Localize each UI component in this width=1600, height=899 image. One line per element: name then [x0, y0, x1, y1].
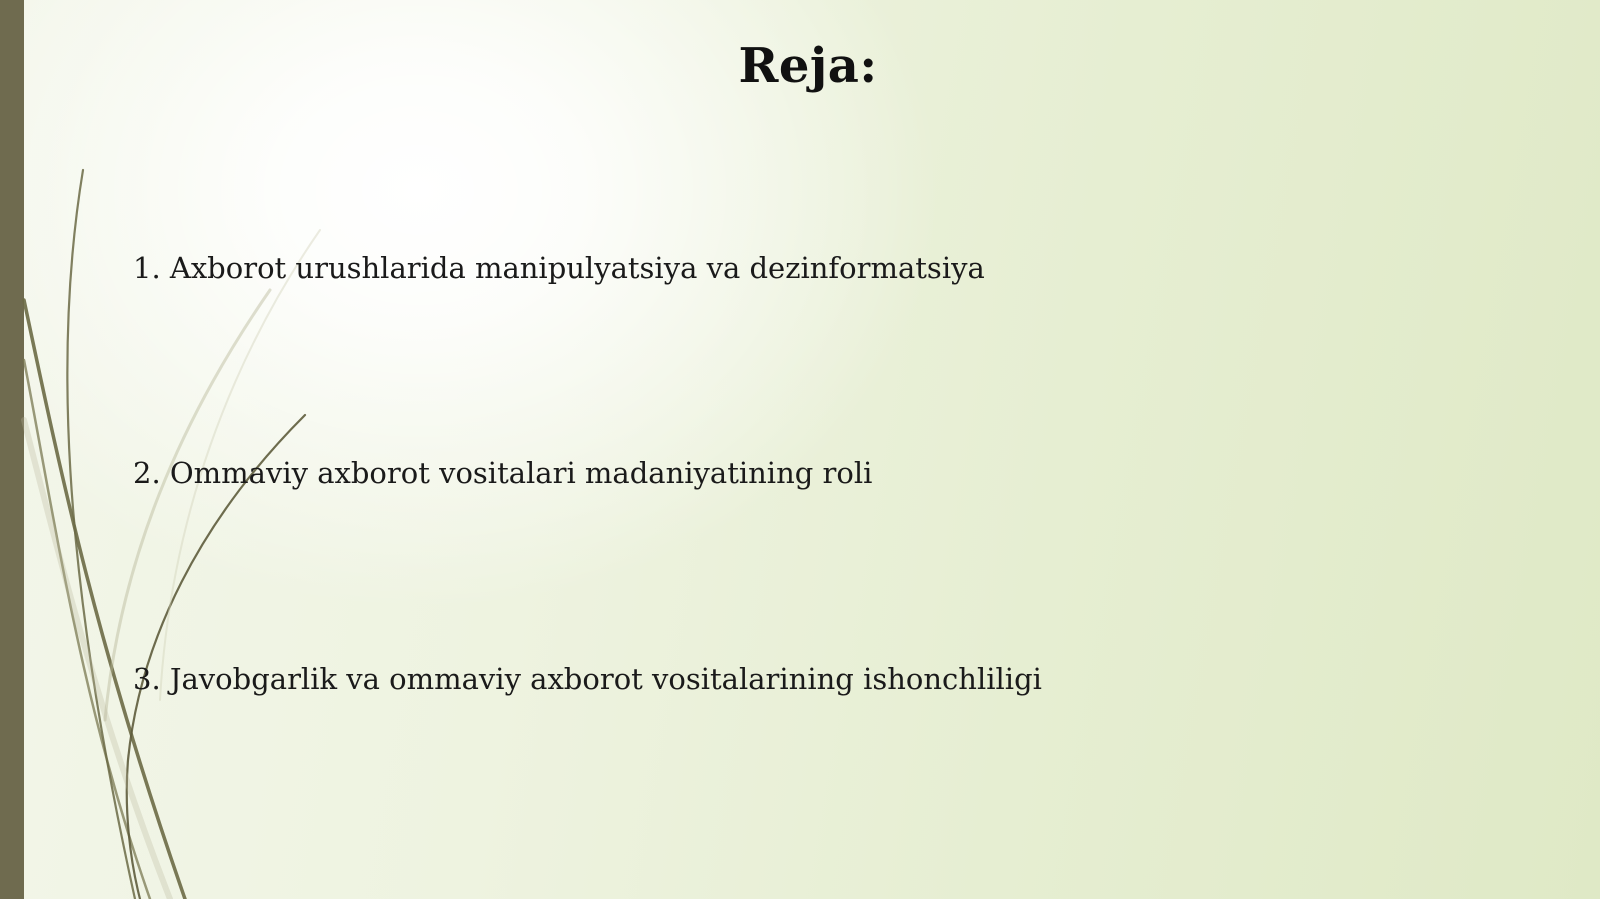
list-item: 3. Javobgarlik va ommaviy axborot vositalarining ishonchliligi [133, 662, 1042, 696]
slide-title [0, 38, 1600, 94]
title-text: Reja: [738, 38, 878, 94]
list-item: 2. Ommaviy axborot vositalari madaniyatining roli [133, 456, 873, 490]
left-accent-bar [0, 0, 24, 899]
grass-decoration [0, 0, 340, 899]
list-item: 1. Axborot urushlarida manipulyatsiya va dezinformatsiya [133, 251, 985, 285]
